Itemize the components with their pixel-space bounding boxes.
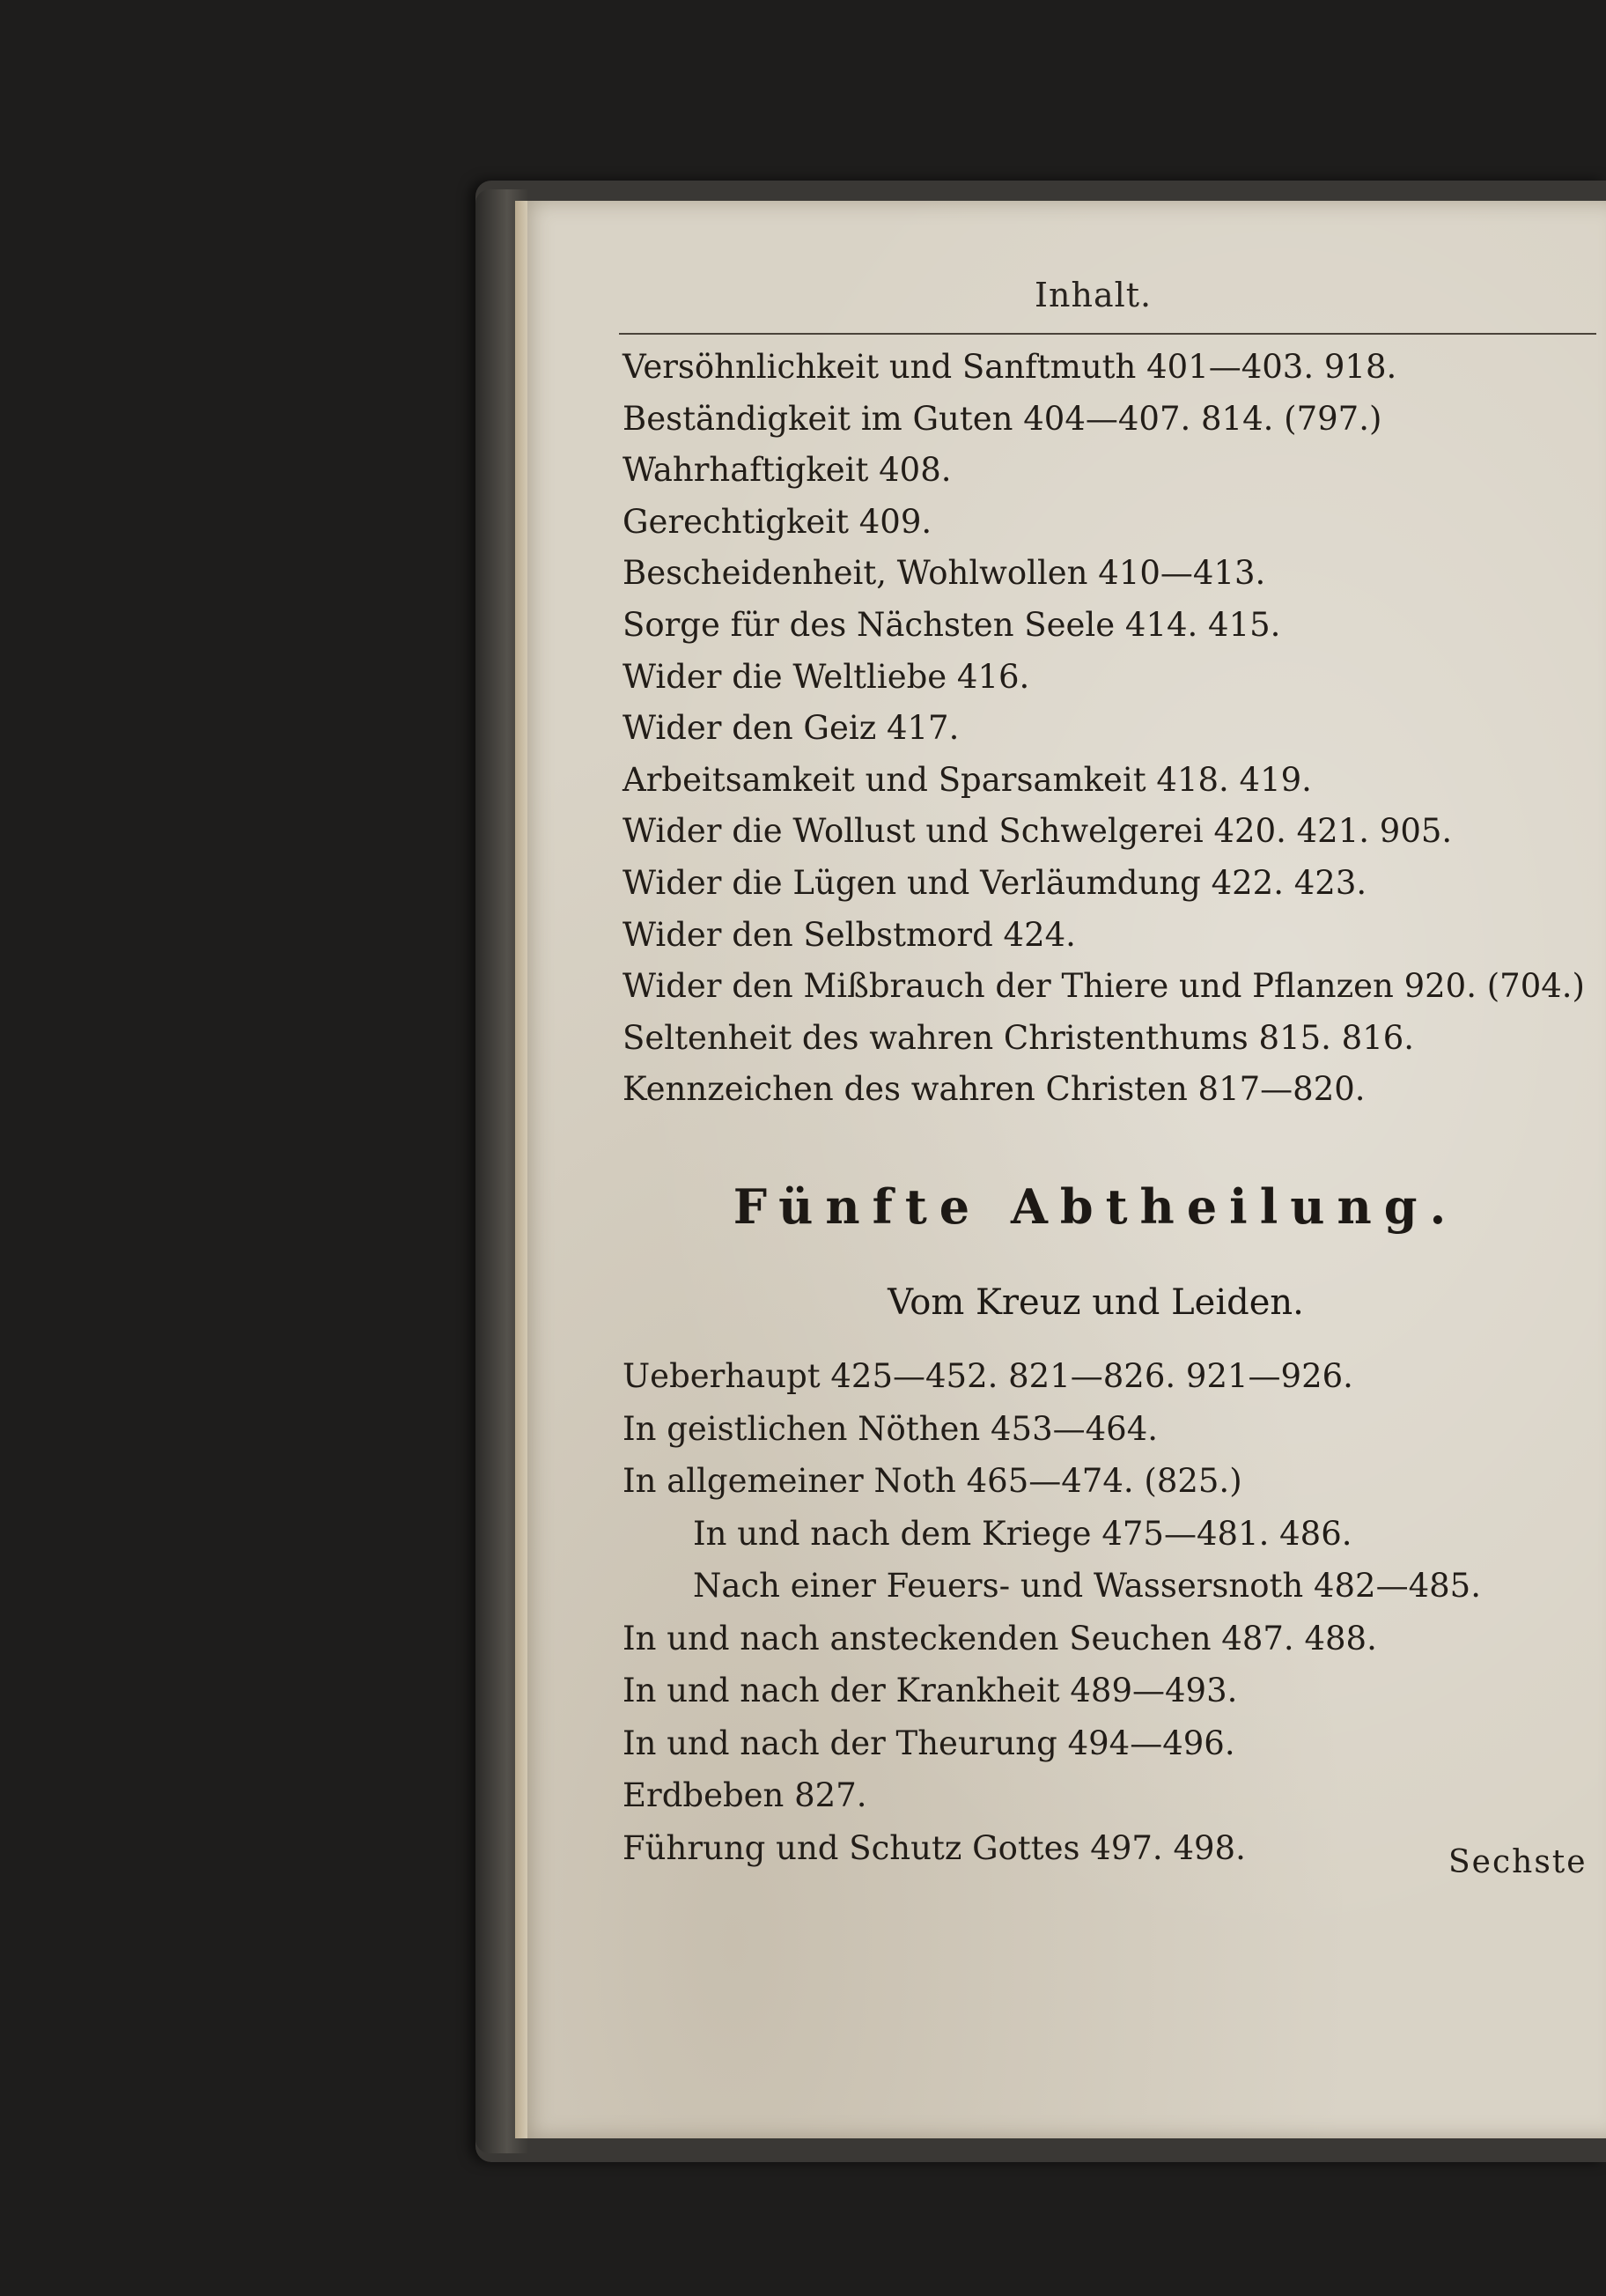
contents-entry: Kennzeichen des wahren Christen 817—820. (623, 1070, 1366, 1109)
contents-entry: Führung und Schutz Gottes 497. 498. (623, 1828, 1246, 1867)
section-subtitle: Vom Kreuz und Leiden. (888, 1282, 1304, 1323)
contents-entry-indented: Nach einer Feuers- und Wassersnoth 482—485. (693, 1567, 1481, 1605)
contents-entry: Wahrhaftigkeit 408. (623, 451, 952, 490)
contents-entry: Wider den Geiz 417. (623, 709, 960, 748)
catchword: Sechste (1448, 1844, 1588, 1880)
running-head: Inhalt. (1035, 276, 1153, 314)
contents-entry: Ueberhaupt 425—452. 821—826. 921—926. (623, 1357, 1353, 1395)
contents-entry-indented: In und nach dem Kriege 475—481. 486. (693, 1514, 1352, 1553)
contents-entry: In und nach der Theurung 494—496. (623, 1724, 1235, 1762)
contents-entry: In und nach ansteckenden Seuchen 487. 488. (623, 1619, 1377, 1657)
contents-entry: Wider den Mißbrauch der Thiere und Pflanzen 920. (704.) (623, 967, 1585, 1006)
contents-entry: Wider die Lügen und Verläumdung 422. 423. (623, 863, 1367, 902)
head-rule (619, 333, 1596, 335)
contents-entry: Versöhnlichkeit und Sanftmuth 401—403. 918. (623, 348, 1397, 386)
page-edge (515, 201, 527, 2138)
section-title: Fünfte Abtheilung. (733, 1178, 1459, 1235)
contents-entry: Gerechtigkeit 409. (623, 502, 932, 541)
contents-entry: Erdbeben 827. (623, 1776, 867, 1814)
contents-entry: Beständigkeit im Guten 404—407. 814. (797.) (623, 399, 1382, 438)
contents-entry: Bescheidenheit, Wohlwollen 410—413. (623, 554, 1266, 593)
contents-list-bottom (623, 1350, 1591, 1874)
book-page (515, 201, 1606, 2138)
contents-entry: In allgemeiner Noth 465—474. (825.) (623, 1462, 1242, 1500)
contents-entry: Sorge für des Nächsten Seele 414. 415. (623, 605, 1281, 644)
contents-entry: In und nach der Krankheit 489—493. (623, 1672, 1238, 1709)
contents-entry: Seltenheit des wahren Christenthums 815. 816. (623, 1018, 1415, 1057)
contents-entry: In geistlichen Nöthen 453—464. (623, 1409, 1159, 1448)
contents-list-top (623, 342, 1591, 1116)
contents-entry: Wider den Selbstmord 424. (623, 915, 1076, 954)
contents-entry: Wider die Weltliebe 416. (623, 657, 1030, 696)
contents-entry: Wider die Wollust und Schwelgerei 420. 421. 905. (623, 812, 1453, 851)
contents-entry: Arbeitsamkeit und Sparsamkeit 418. 419. (623, 760, 1312, 799)
